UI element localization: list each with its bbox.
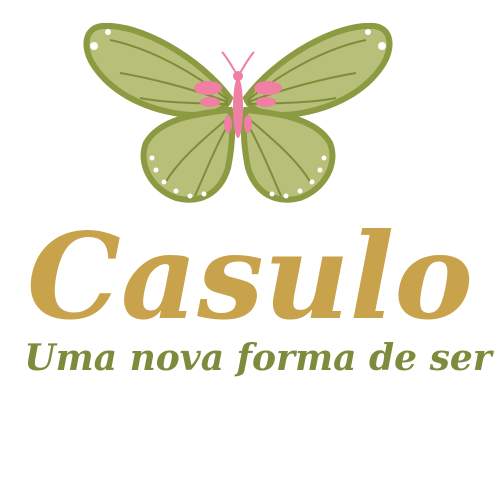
tagline-text: Uma nova forma de ser bbox=[24, 337, 492, 379]
brand-name-wordmark bbox=[0, 180, 500, 350]
tagline-wordmark bbox=[0, 330, 500, 390]
butterfly-icon bbox=[80, 18, 396, 204]
brand-name-text: Casulo bbox=[26, 207, 474, 346]
